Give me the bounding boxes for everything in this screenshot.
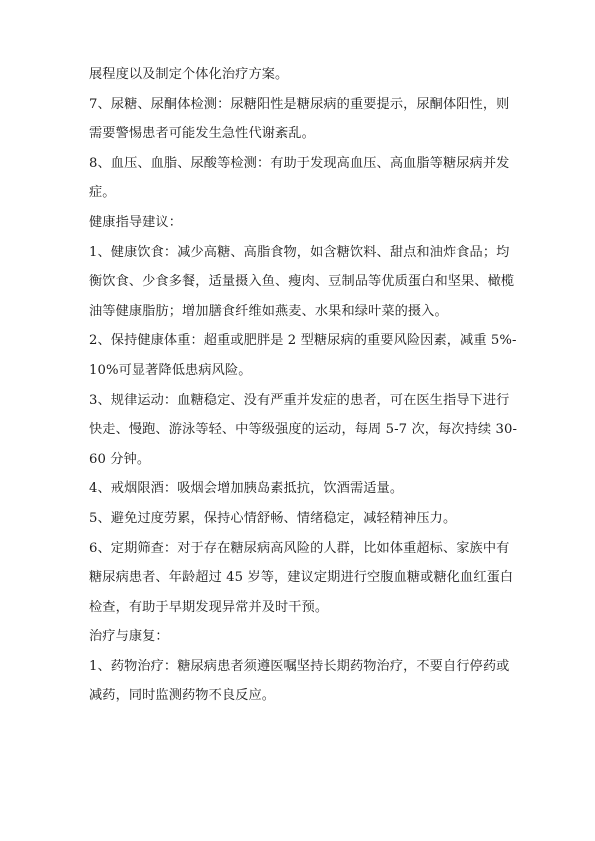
paragraph-regular-exercise: 3、规律运动：血糖稳定、没有严重并发症的患者，可在医生指导下进行快走、慢跑、游泳等轻、中等级强度的运动，每周 5-7 次，每次持续 30-60 分钟。 xyxy=(89,392,517,467)
section-heading-treatment-rehab: 治疗与康复： xyxy=(89,629,169,645)
paragraph-avoid-fatigue: 5、避免过度劳累，保持心情舒畅、情绪稳定，减轻精神压力。 xyxy=(89,510,457,526)
paragraph-drug-therapy: 1、药物治疗：糖尿病患者须遵医嘱坚持长期药物治疗，不要自行停药或减药，同时监测药物不良反应。 xyxy=(89,658,510,704)
paragraph-quit-smoking: 4、戒烟限酒：吸烟会增加胰岛素抵抗，饮酒需适量。 xyxy=(89,481,404,497)
section-heading-health-advice: 健康指导建议： xyxy=(89,214,183,230)
paragraph-treatment-plan-continuation: 展程度以及制定个体化治疗方案。 xyxy=(89,67,289,82)
paragraph-urine-ketone-test: 7、尿糖、尿酮体检测：尿糖阳性是糖尿病的重要提示，尿酮体阳性，则需要警惕患者可能发生急性代谢紊乱。 xyxy=(89,96,510,142)
paragraph-healthy-diet: 1、健康饮食：减少高糖、高脂食物，如含糖饮料、甜点和油炸食品；均衡饮食、少食多餐，适量摄入鱼、瘦肉、豆制品等优质蛋白和坚果、橄榄油等健康脂肪；增加膳食纤维如燕麦、水果和绿叶菜的摄入。 xyxy=(89,244,515,319)
paragraph-blood-pressure-lipid-test: 8、血压、血脂、尿酸等检测：有助于发现高血压、高血脂等糖尿病并发症。 xyxy=(89,155,510,201)
paragraph-healthy-weight: 2、保持健康体重：超重或肥胖是 2 型糖尿病的重要风险因素，减重 5%-10%可显著降低患病风险。 xyxy=(89,333,517,378)
document-body xyxy=(89,60,519,711)
paragraph-regular-screening: 6、定期筛查：对于存在糖尿病高风险的人群，比如体重超标、家族中有糖尿病患者、年龄超过 45 岁等，建议定期进行空腹血糖或糖化血红蛋白检查，有助于早期发现异常并及时干预。 xyxy=(89,540,514,615)
